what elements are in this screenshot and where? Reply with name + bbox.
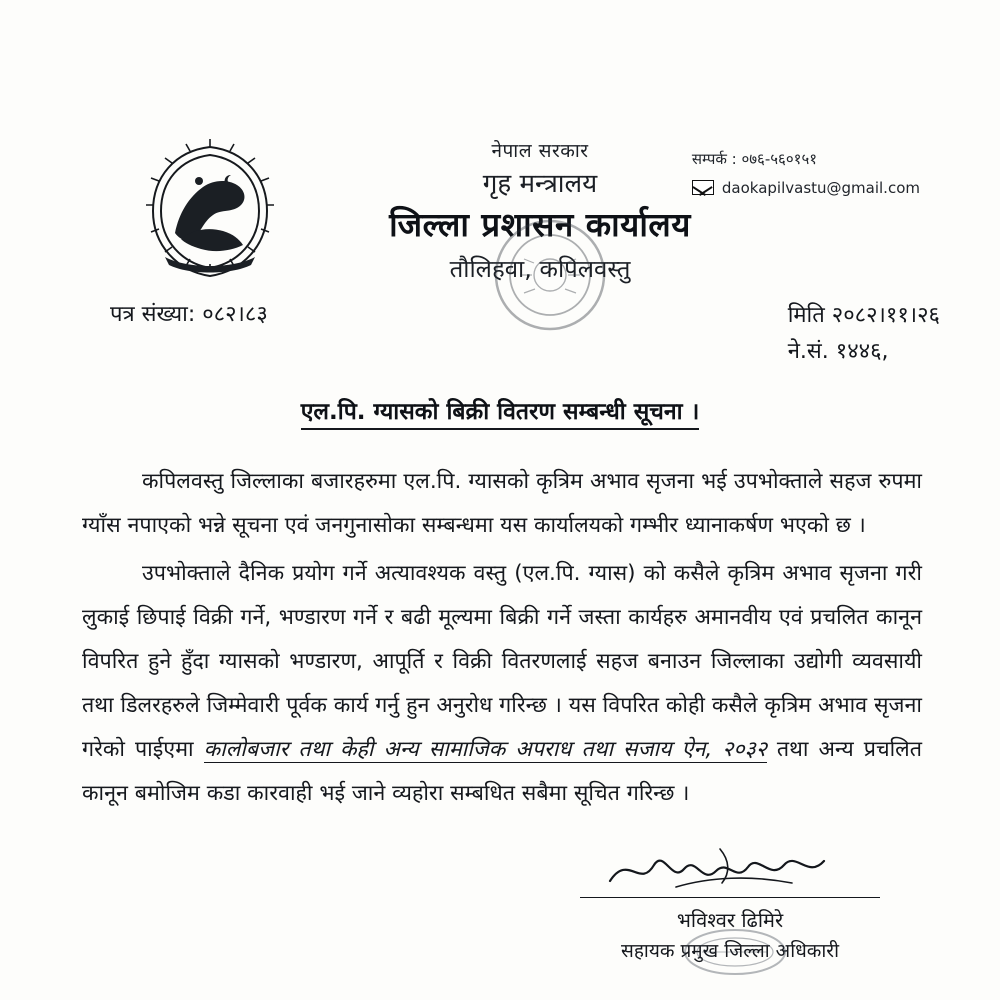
- handwritten-signature-icon: [560, 843, 900, 897]
- paragraph-2-tail: तथा अन्य प्रचलित कानून बमोजिम कडा कारवाही भई जाने व्यहोरा सम्बधित सबैमा सूचित गरिन्छ ।: [82, 737, 923, 807]
- letter-body: [60, 460, 940, 817]
- ministry-line: गृह मन्त्रालय: [482, 168, 598, 199]
- signatory-title: [560, 937, 900, 963]
- letter-number: पत्र संख्या: ०८२।८३: [110, 302, 268, 327]
- date-ns: ने.सं. १४४६,: [787, 339, 889, 365]
- envelope-icon: [692, 180, 714, 195]
- signatory-title-text: सहायक प्रमुख जिल्ला अधिकारी: [620, 939, 840, 962]
- contact-phone-label: सम्पर्क : ०७६-५६०१५१: [691, 150, 818, 168]
- paragraph-2: [82, 552, 922, 816]
- signatory-name: भविश्वर ढिमिरे: [676, 907, 784, 932]
- paragraph-2-lead: उपभोक्ताले दैनिक प्रयोग गर्ने अत्यावश्यक वस्तु (एल.पि. ग्यास) को कसैले कृत्रिम अभाव सृजना गरी लुकाई छिपाई विक्री गर्ने, भण्डारण गर्ने र बढी मूल्यमा बिक्री गर्ने जस्ता कार्यहरु अमानवीय एवं प्रचलित कानून विपरित हुने हुँदा ग्यासको भण्डारण, आपूर्ति र विक्री वितरणलाई सहज बनाउन जिल्लाका उद्योगी व्यवसायी तथा डिलरहरुले जिम्मेवारी पूर्वक कार्य गर्नु हुन अनुरोध गरिन्छ । यस विपरित कोही कसैले कृत्रिम अभाव सृजना गरेको पाईएमा: [82, 561, 922, 763]
- subject-text: एल.पि. ग्यासको बिक्री वितरण सम्बन्धी सूचना ।: [301, 399, 700, 430]
- contact-email: daokapilvastu@gmail.com: [721, 178, 920, 197]
- subject-line: [60, 394, 940, 426]
- reference-row: [60, 298, 940, 370]
- place-line: तौलिहवा, कपिलवस्तु: [449, 254, 631, 283]
- office-line: जिल्ला प्रशासन कार्यालय: [389, 205, 691, 245]
- date-block: [788, 298, 940, 371]
- date-bs: मिति २०८२।११।२६: [787, 303, 940, 328]
- signature-block: [560, 843, 900, 963]
- government-line: नेपाल सरकार: [491, 140, 589, 162]
- contact-email-row: [692, 174, 920, 203]
- contact-block: [692, 145, 920, 202]
- paragraph-1: कपिलवस्तु जिल्लाका बजारहरुमा एल.पि. ग्यासको कृत्रिम अभाव सृजना भई उपभोक्ताले सहज रुपमा ग्याँस नपाएको भन्ने सूचना एवं जनगुनासोका सम्बन्धमा यस कार्यालयको गम्भीर ध्यानाकर्षण भएको छ ।: [82, 469, 922, 539]
- office-stamp-icon: [680, 927, 790, 977]
- letterhead: [60, 40, 940, 283]
- act-citation: कालोबजार तथा केही अन्य सामाजिक अपराध तथा सजाय ऐन, २०३२: [203, 737, 767, 763]
- nepal-government-emblem-icon: [135, 135, 285, 285]
- contact-phone-row: [692, 145, 920, 174]
